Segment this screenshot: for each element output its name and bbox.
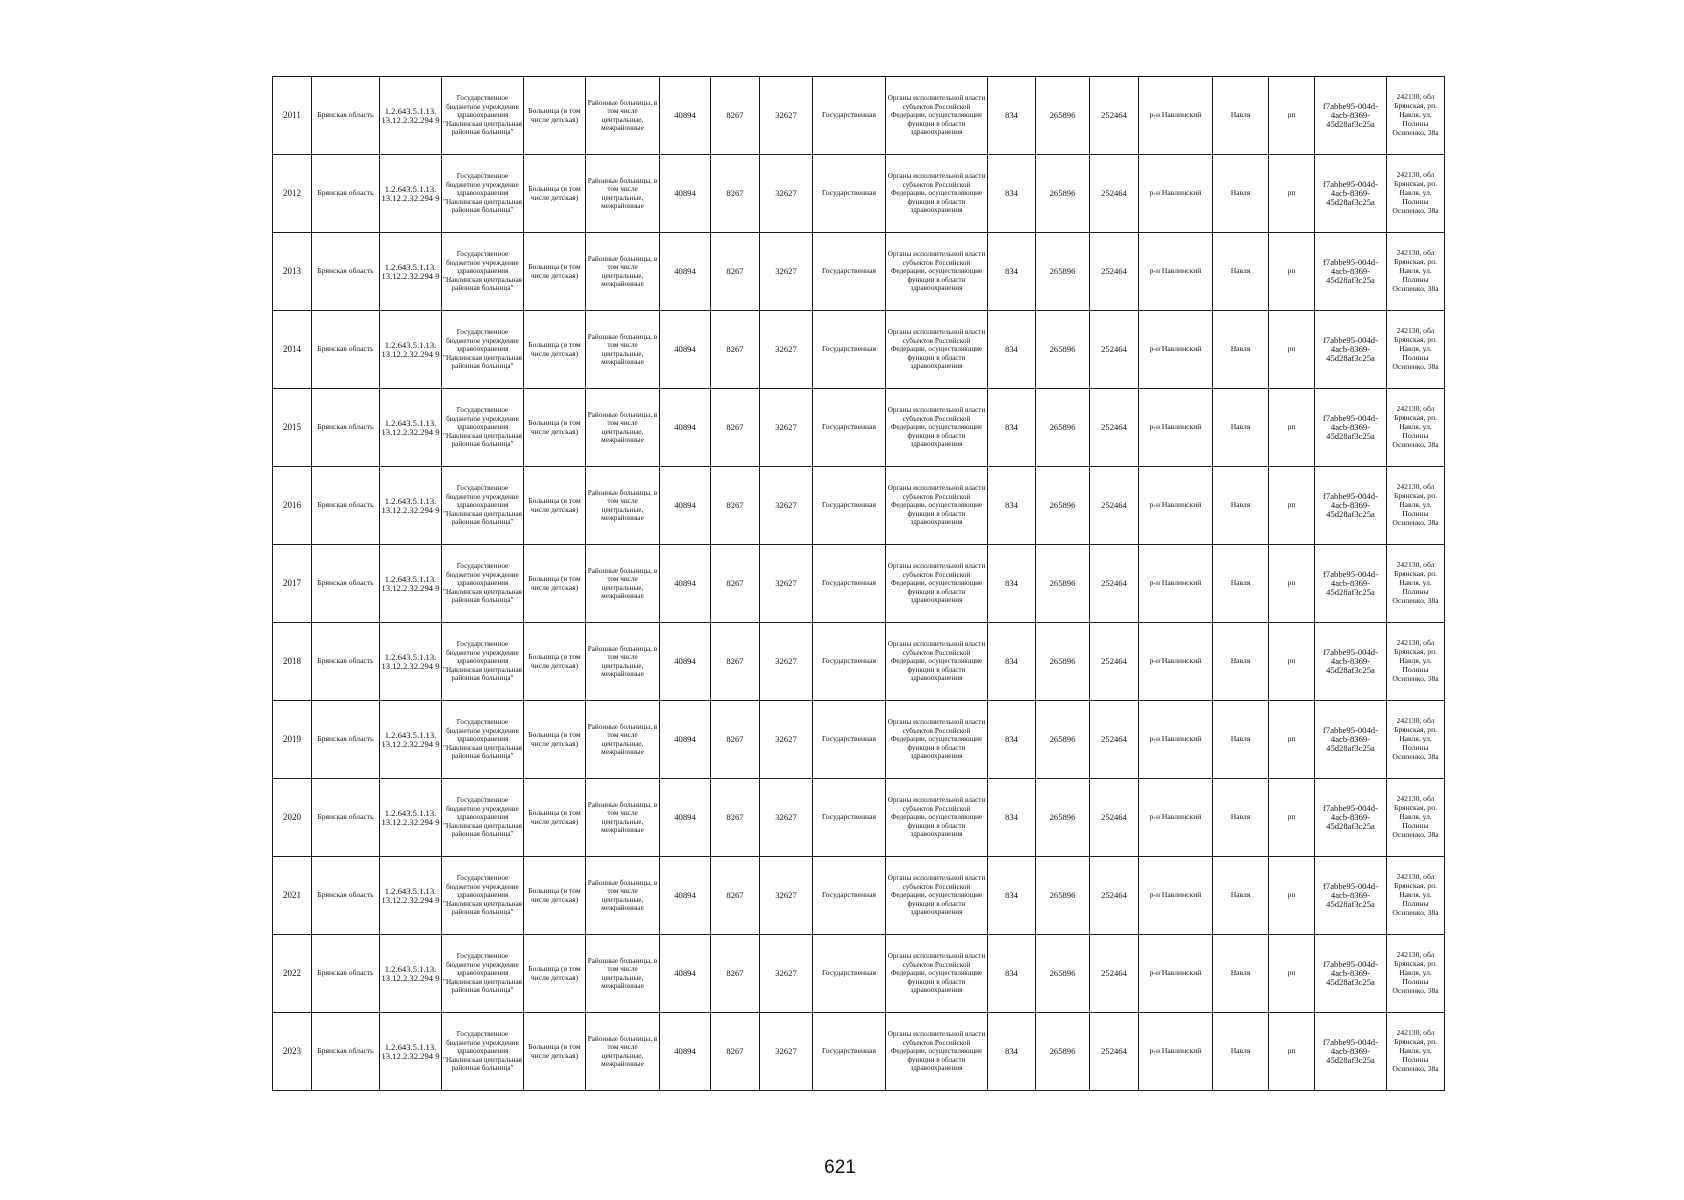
table-row (273, 155, 1445, 233)
locality-cell: Навля (1213, 779, 1269, 857)
guid-cell: f7abbe95-004d-4acb-8369-45d28af3c25a (1315, 77, 1387, 155)
ownership-cell: Государственная (813, 389, 886, 467)
authority-cell: Органы исполнительной власти субъектов Российской Федерации, осуществляющие функции в области здравоохранения (886, 857, 988, 935)
organization-name-cell: Государственное бюджетное учреждение здравоохранения "Навлинская центральная районная больница" (442, 623, 524, 701)
registry-code-cell: 1.2.643.5.1.13. 13.12.2.32.294 9 (380, 779, 442, 857)
organization-name-cell: Государственное бюджетное учреждение здравоохранения "Навлинская центральная районная больница" (442, 233, 524, 311)
registry-code-cell: 1.2.643.5.1.13. 13.12.2.32.294 9 (380, 935, 442, 1013)
district-cell: р-н Навлинский (1139, 467, 1213, 545)
address-cell: 242130, обл Брянская, рп. Навля, ул. Полины Осипенко, 38а (1387, 467, 1445, 545)
guid-cell: f7abbe95-004d-4acb-8369-45d28af3c25a (1315, 467, 1387, 545)
year-cell: 2021 (273, 857, 312, 935)
value-4-cell: 834 (988, 233, 1036, 311)
ownership-cell: Государственная (813, 77, 886, 155)
facility-type-cell: Больница (в том числе детская) (524, 779, 586, 857)
facility-subtype-cell: Районные больницы, в том числе центральные, межрайонные (586, 545, 660, 623)
year-cell: 2013 (273, 233, 312, 311)
locality-type-cell: рп (1269, 1013, 1315, 1091)
address-cell: 242130, обл Брянская, рп. Навля, ул. Полины Осипенко, 38а (1387, 155, 1445, 233)
hospital-registry-table (272, 76, 1445, 1091)
locality-cell: Навля (1213, 233, 1269, 311)
value-1-cell: 40894 (660, 623, 711, 701)
organization-name-cell: Государственное бюджетное учреждение здравоохранения "Навлинская центральная районная больница" (442, 701, 524, 779)
locality-cell: Навля (1213, 857, 1269, 935)
address-cell: 242130, обл Брянская, рп. Навля, ул. Полины Осипенко, 38а (1387, 623, 1445, 701)
locality-type-cell: рп (1269, 857, 1315, 935)
facility-type-cell: Больница (в том числе детская) (524, 467, 586, 545)
value-2-cell: 8267 (711, 623, 760, 701)
facility-type-cell: Больница (в том числе детская) (524, 155, 586, 233)
table-row (273, 77, 1445, 155)
value-6-cell: 252464 (1090, 311, 1139, 389)
locality-type-cell: рп (1269, 467, 1315, 545)
region-cell: Брянская область (312, 311, 380, 389)
ownership-cell: Государственная (813, 233, 886, 311)
organization-name-cell: Государственное бюджетное учреждение здравоохранения "Навлинская центральная районная больница" (442, 311, 524, 389)
value-5-cell: 265896 (1036, 77, 1090, 155)
facility-subtype-cell: Районные больницы, в том числе центральные, межрайонные (586, 233, 660, 311)
table-row (273, 389, 1445, 467)
authority-cell: Органы исполнительной власти субъектов Российской Федерации, осуществляющие функции в области здравоохранения (886, 233, 988, 311)
value-3-cell: 32627 (760, 857, 813, 935)
registry-table-body (273, 77, 1445, 1091)
facility-subtype-cell: Районные больницы, в том числе центральные, межрайонные (586, 857, 660, 935)
organization-name-cell: Государственное бюджетное учреждение здравоохранения "Навлинская центральная районная больница" (442, 155, 524, 233)
value-6-cell: 252464 (1090, 857, 1139, 935)
district-cell: р-н Навлинский (1139, 935, 1213, 1013)
value-6-cell: 252464 (1090, 1013, 1139, 1091)
table-row (273, 935, 1445, 1013)
ownership-cell: Государственная (813, 935, 886, 1013)
address-cell: 242130, обл Брянская, рп. Навля, ул. Полины Осипенко, 38а (1387, 935, 1445, 1013)
region-cell: Брянская область (312, 467, 380, 545)
ownership-cell: Государственная (813, 623, 886, 701)
locality-cell: Навля (1213, 623, 1269, 701)
value-3-cell: 32627 (760, 467, 813, 545)
value-2-cell: 8267 (711, 311, 760, 389)
value-5-cell: 265896 (1036, 779, 1090, 857)
value-6-cell: 252464 (1090, 467, 1139, 545)
organization-name-cell: Государственное бюджетное учреждение здравоохранения "Навлинская центральная районная больница" (442, 935, 524, 1013)
authority-cell: Органы исполнительной власти субъектов Российской Федерации, осуществляющие функции в области здравоохранения (886, 935, 988, 1013)
value-4-cell: 834 (988, 779, 1036, 857)
region-cell: Брянская область (312, 545, 380, 623)
organization-name-cell: Государственное бюджетное учреждение здравоохранения "Навлинская центральная районная больница" (442, 77, 524, 155)
address-cell: 242130, обл Брянская, рп. Навля, ул. Полины Осипенко, 38а (1387, 233, 1445, 311)
locality-type-cell: рп (1269, 545, 1315, 623)
facility-type-cell: Больница (в том числе детская) (524, 233, 586, 311)
district-cell: р-н Навлинский (1139, 233, 1213, 311)
locality-cell: Навля (1213, 389, 1269, 467)
value-2-cell: 8267 (711, 467, 760, 545)
facility-type-cell: Больница (в том числе детская) (524, 311, 586, 389)
value-2-cell: 8267 (711, 545, 760, 623)
guid-cell: f7abbe95-004d-4acb-8369-45d28af3c25a (1315, 155, 1387, 233)
authority-cell: Органы исполнительной власти субъектов Российской Федерации, осуществляющие функции в области здравоохранения (886, 311, 988, 389)
value-3-cell: 32627 (760, 701, 813, 779)
year-cell: 2016 (273, 467, 312, 545)
ownership-cell: Государственная (813, 311, 886, 389)
page-number: 621 (824, 1157, 856, 1178)
value-1-cell: 40894 (660, 701, 711, 779)
table-row (273, 779, 1445, 857)
registry-code-cell: 1.2.643.5.1.13. 13.12.2.32.294 9 (380, 623, 442, 701)
ownership-cell: Государственная (813, 857, 886, 935)
facility-type-cell: Больница (в том числе детская) (524, 857, 586, 935)
value-4-cell: 834 (988, 623, 1036, 701)
registry-code-cell: 1.2.643.5.1.13. 13.12.2.32.294 9 (380, 545, 442, 623)
value-1-cell: 40894 (660, 779, 711, 857)
organization-name-cell: Государственное бюджетное учреждение здравоохранения "Навлинская центральная районная больница" (442, 779, 524, 857)
locality-type-cell: рп (1269, 389, 1315, 467)
guid-cell: f7abbe95-004d-4acb-8369-45d28af3c25a (1315, 779, 1387, 857)
value-6-cell: 252464 (1090, 77, 1139, 155)
locality-cell: Навля (1213, 1013, 1269, 1091)
organization-name-cell: Государственное бюджетное учреждение здравоохранения "Навлинская центральная районная больница" (442, 1013, 524, 1091)
value-2-cell: 8267 (711, 233, 760, 311)
year-cell: 2019 (273, 701, 312, 779)
year-cell: 2018 (273, 623, 312, 701)
value-3-cell: 32627 (760, 779, 813, 857)
value-1-cell: 40894 (660, 389, 711, 467)
value-5-cell: 265896 (1036, 155, 1090, 233)
district-cell: р-н Навлинский (1139, 77, 1213, 155)
value-1-cell: 40894 (660, 233, 711, 311)
facility-subtype-cell: Районные больницы, в том числе центральные, межрайонные (586, 311, 660, 389)
address-cell: 242130, обл Брянская, рп. Навля, ул. Полины Осипенко, 38а (1387, 545, 1445, 623)
value-5-cell: 265896 (1036, 935, 1090, 1013)
value-5-cell: 265896 (1036, 701, 1090, 779)
value-6-cell: 252464 (1090, 623, 1139, 701)
value-2-cell: 8267 (711, 1013, 760, 1091)
authority-cell: Органы исполнительной власти субъектов Российской Федерации, осуществляющие функции в области здравоохранения (886, 623, 988, 701)
value-3-cell: 32627 (760, 623, 813, 701)
value-2-cell: 8267 (711, 155, 760, 233)
facility-subtype-cell: Районные больницы, в том числе центральные, межрайонные (586, 467, 660, 545)
ownership-cell: Государственная (813, 1013, 886, 1091)
locality-cell: Навля (1213, 467, 1269, 545)
address-cell: 242130, обл Брянская, рп. Навля, ул. Полины Осипенко, 38а (1387, 389, 1445, 467)
value-4-cell: 834 (988, 77, 1036, 155)
locality-type-cell: рп (1269, 623, 1315, 701)
ownership-cell: Государственная (813, 155, 886, 233)
table-row (273, 233, 1445, 311)
region-cell: Брянская область (312, 935, 380, 1013)
value-6-cell: 252464 (1090, 701, 1139, 779)
authority-cell: Органы исполнительной власти субъектов Российской Федерации, осуществляющие функции в области здравоохранения (886, 779, 988, 857)
value-3-cell: 32627 (760, 77, 813, 155)
year-cell: 2017 (273, 545, 312, 623)
value-4-cell: 834 (988, 311, 1036, 389)
value-2-cell: 8267 (711, 857, 760, 935)
facility-subtype-cell: Районные больницы, в том числе центральные, межрайонные (586, 155, 660, 233)
guid-cell: f7abbe95-004d-4acb-8369-45d28af3c25a (1315, 389, 1387, 467)
facility-type-cell: Больница (в том числе детская) (524, 1013, 586, 1091)
district-cell: р-н Навлинский (1139, 389, 1213, 467)
value-4-cell: 834 (988, 155, 1036, 233)
value-6-cell: 252464 (1090, 935, 1139, 1013)
district-cell: р-н Навлинский (1139, 1013, 1213, 1091)
region-cell: Брянская область (312, 857, 380, 935)
address-cell: 242130, обл Брянская, рп. Навля, ул. Полины Осипенко, 38а (1387, 1013, 1445, 1091)
facility-subtype-cell: Районные больницы, в том числе центральные, межрайонные (586, 779, 660, 857)
facility-subtype-cell: Районные больницы, в том числе центральные, межрайонные (586, 1013, 660, 1091)
locality-type-cell: рп (1269, 935, 1315, 1013)
district-cell: р-н Навлинский (1139, 623, 1213, 701)
locality-cell: Навля (1213, 545, 1269, 623)
district-cell: р-н Навлинский (1139, 857, 1213, 935)
address-cell: 242130, обл Брянская, рп. Навля, ул. Полины Осипенко, 38а (1387, 857, 1445, 935)
value-2-cell: 8267 (711, 701, 760, 779)
authority-cell: Органы исполнительной власти субъектов Российской Федерации, осуществляющие функции в области здравоохранения (886, 467, 988, 545)
ownership-cell: Государственная (813, 467, 886, 545)
registry-code-cell: 1.2.643.5.1.13. 13.12.2.32.294 9 (380, 467, 442, 545)
registry-code-cell: 1.2.643.5.1.13. 13.12.2.32.294 9 (380, 233, 442, 311)
guid-cell: f7abbe95-004d-4acb-8369-45d28af3c25a (1315, 857, 1387, 935)
district-cell: р-н Навлинский (1139, 155, 1213, 233)
value-6-cell: 252464 (1090, 233, 1139, 311)
ownership-cell: Государственная (813, 545, 886, 623)
region-cell: Брянская область (312, 1013, 380, 1091)
guid-cell: f7abbe95-004d-4acb-8369-45d28af3c25a (1315, 233, 1387, 311)
value-5-cell: 265896 (1036, 467, 1090, 545)
value-1-cell: 40894 (660, 155, 711, 233)
table-row (273, 1013, 1445, 1091)
value-2-cell: 8267 (711, 389, 760, 467)
organization-name-cell: Государственное бюджетное учреждение здравоохранения "Навлинская центральная районная больница" (442, 467, 524, 545)
guid-cell: f7abbe95-004d-4acb-8369-45d28af3c25a (1315, 311, 1387, 389)
value-5-cell: 265896 (1036, 545, 1090, 623)
facility-type-cell: Больница (в том числе детская) (524, 389, 586, 467)
region-cell: Брянская область (312, 779, 380, 857)
value-1-cell: 40894 (660, 1013, 711, 1091)
value-2-cell: 8267 (711, 935, 760, 1013)
facility-type-cell: Больница (в том числе детская) (524, 545, 586, 623)
table-row (273, 545, 1445, 623)
table-row (273, 857, 1445, 935)
year-cell: 2015 (273, 389, 312, 467)
value-6-cell: 252464 (1090, 779, 1139, 857)
registry-code-cell: 1.2.643.5.1.13. 13.12.2.32.294 9 (380, 155, 442, 233)
value-4-cell: 834 (988, 467, 1036, 545)
guid-cell: f7abbe95-004d-4acb-8369-45d28af3c25a (1315, 623, 1387, 701)
year-cell: 2014 (273, 311, 312, 389)
locality-cell: Навля (1213, 935, 1269, 1013)
value-1-cell: 40894 (660, 935, 711, 1013)
facility-subtype-cell: Районные больницы, в том числе центральные, межрайонные (586, 389, 660, 467)
authority-cell: Органы исполнительной власти субъектов Российской Федерации, осуществляющие функции в области здравоохранения (886, 389, 988, 467)
district-cell: р-н Навлинский (1139, 311, 1213, 389)
value-4-cell: 834 (988, 701, 1036, 779)
organization-name-cell: Государственное бюджетное учреждение здравоохранения "Навлинская центральная районная больница" (442, 545, 524, 623)
value-6-cell: 252464 (1090, 155, 1139, 233)
locality-cell: Навля (1213, 155, 1269, 233)
table-row (273, 623, 1445, 701)
value-1-cell: 40894 (660, 545, 711, 623)
value-6-cell: 252464 (1090, 545, 1139, 623)
value-5-cell: 265896 (1036, 311, 1090, 389)
registry-code-cell: 1.2.643.5.1.13. 13.12.2.32.294 9 (380, 701, 442, 779)
registry-code-cell: 1.2.643.5.1.13. 13.12.2.32.294 9 (380, 77, 442, 155)
district-cell: р-н Навлинский (1139, 545, 1213, 623)
authority-cell: Органы исполнительной власти субъектов Российской Федерации, осуществляющие функции в области здравоохранения (886, 545, 988, 623)
facility-type-cell: Больница (в том числе детская) (524, 701, 586, 779)
value-3-cell: 32627 (760, 1013, 813, 1091)
guid-cell: f7abbe95-004d-4acb-8369-45d28af3c25a (1315, 935, 1387, 1013)
district-cell: р-н Навлинский (1139, 779, 1213, 857)
facility-subtype-cell: Районные больницы, в том числе центральные, межрайонные (586, 701, 660, 779)
value-3-cell: 32627 (760, 545, 813, 623)
region-cell: Брянская область (312, 233, 380, 311)
year-cell: 2020 (273, 779, 312, 857)
facility-type-cell: Больница (в том числе детская) (524, 935, 586, 1013)
value-3-cell: 32627 (760, 155, 813, 233)
locality-type-cell: рп (1269, 155, 1315, 233)
authority-cell: Органы исполнительной власти субъектов Российской Федерации, осуществляющие функции в области здравоохранения (886, 155, 988, 233)
registry-code-cell: 1.2.643.5.1.13. 13.12.2.32.294 9 (380, 389, 442, 467)
facility-subtype-cell: Районные больницы, в том числе центральные, межрайонные (586, 623, 660, 701)
district-cell: р-н Навлинский (1139, 701, 1213, 779)
value-5-cell: 265896 (1036, 389, 1090, 467)
year-cell: 2023 (273, 1013, 312, 1091)
value-3-cell: 32627 (760, 311, 813, 389)
value-5-cell: 265896 (1036, 233, 1090, 311)
guid-cell: f7abbe95-004d-4acb-8369-45d28af3c25a (1315, 1013, 1387, 1091)
value-4-cell: 834 (988, 857, 1036, 935)
locality-type-cell: рп (1269, 233, 1315, 311)
value-5-cell: 265896 (1036, 857, 1090, 935)
region-cell: Брянская область (312, 77, 380, 155)
organization-name-cell: Государственное бюджетное учреждение здравоохранения "Навлинская центральная районная больница" (442, 857, 524, 935)
value-1-cell: 40894 (660, 311, 711, 389)
ownership-cell: Государственная (813, 701, 886, 779)
registry-code-cell: 1.2.643.5.1.13. 13.12.2.32.294 9 (380, 311, 442, 389)
value-4-cell: 834 (988, 935, 1036, 1013)
locality-type-cell: рп (1269, 701, 1315, 779)
address-cell: 242130, обл Брянская, рп. Навля, ул. Полины Осипенко, 38а (1387, 779, 1445, 857)
value-1-cell: 40894 (660, 857, 711, 935)
facility-type-cell: Больница (в том числе детская) (524, 623, 586, 701)
authority-cell: Органы исполнительной власти субъектов Российской Федерации, осуществляющие функции в области здравоохранения (886, 1013, 988, 1091)
region-cell: Брянская область (312, 155, 380, 233)
locality-cell: Навля (1213, 701, 1269, 779)
value-4-cell: 834 (988, 1013, 1036, 1091)
facility-subtype-cell: Районные больницы, в том числе центральные, межрайонные (586, 77, 660, 155)
region-cell: Брянская область (312, 623, 380, 701)
value-2-cell: 8267 (711, 779, 760, 857)
value-1-cell: 40894 (660, 467, 711, 545)
region-cell: Брянская область (312, 389, 380, 467)
facility-subtype-cell: Районные больницы, в том числе центральные, межрайонные (586, 935, 660, 1013)
value-5-cell: 265896 (1036, 1013, 1090, 1091)
locality-cell: Навля (1213, 77, 1269, 155)
year-cell: 2011 (273, 77, 312, 155)
value-4-cell: 834 (988, 545, 1036, 623)
value-5-cell: 265896 (1036, 623, 1090, 701)
year-cell: 2022 (273, 935, 312, 1013)
value-3-cell: 32627 (760, 389, 813, 467)
address-cell: 242130, обл Брянская, рп. Навля, ул. Полины Осипенко, 38а (1387, 77, 1445, 155)
address-cell: 242130, обл Брянская, рп. Навля, ул. Полины Осипенко, 38а (1387, 311, 1445, 389)
locality-type-cell: рп (1269, 77, 1315, 155)
value-3-cell: 32627 (760, 233, 813, 311)
authority-cell: Органы исполнительной власти субъектов Российской Федерации, осуществляющие функции в области здравоохранения (886, 701, 988, 779)
table-row (273, 311, 1445, 389)
locality-type-cell: рп (1269, 311, 1315, 389)
address-cell: 242130, обл Брянская, рп. Навля, ул. Полины Осипенко, 38а (1387, 701, 1445, 779)
facility-type-cell: Больница (в том числе детская) (524, 77, 586, 155)
authority-cell: Органы исполнительной власти субъектов Российской Федерации, осуществляющие функции в области здравоохранения (886, 77, 988, 155)
locality-cell: Навля (1213, 311, 1269, 389)
value-3-cell: 32627 (760, 935, 813, 1013)
locality-type-cell: рп (1269, 779, 1315, 857)
organization-name-cell: Государственное бюджетное учреждение здравоохранения "Навлинская центральная районная больница" (442, 389, 524, 467)
registry-code-cell: 1.2.643.5.1.13. 13.12.2.32.294 9 (380, 1013, 442, 1091)
registry-code-cell: 1.2.643.5.1.13. 13.12.2.32.294 9 (380, 857, 442, 935)
table-row (273, 701, 1445, 779)
table-row (273, 467, 1445, 545)
year-cell: 2012 (273, 155, 312, 233)
value-2-cell: 8267 (711, 77, 760, 155)
guid-cell: f7abbe95-004d-4acb-8369-45d28af3c25a (1315, 701, 1387, 779)
region-cell: Брянская область (312, 701, 380, 779)
value-1-cell: 40894 (660, 77, 711, 155)
value-4-cell: 834 (988, 389, 1036, 467)
ownership-cell: Государственная (813, 779, 886, 857)
value-6-cell: 252464 (1090, 389, 1139, 467)
guid-cell: f7abbe95-004d-4acb-8369-45d28af3c25a (1315, 545, 1387, 623)
